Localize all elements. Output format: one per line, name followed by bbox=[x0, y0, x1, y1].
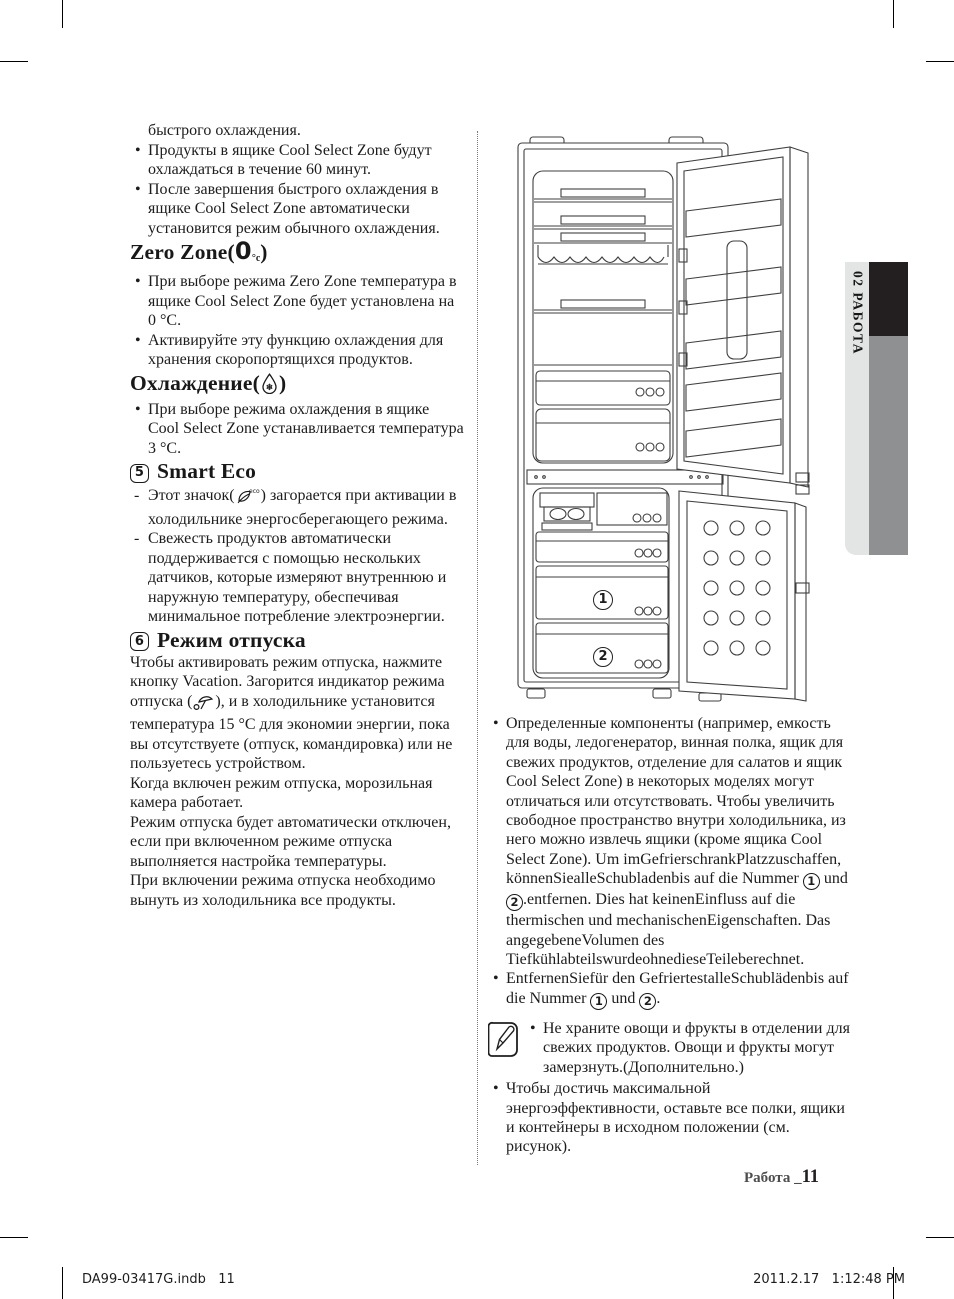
circled-number-2: 2 bbox=[639, 993, 656, 1010]
left-column bbox=[130, 121, 464, 910]
crop-mark-top-left-v bbox=[62, 0, 63, 28]
page-footer-label: Работа _11 bbox=[744, 1167, 820, 1187]
zero-zone-icon: 0°c bbox=[234, 237, 261, 265]
note-block bbox=[488, 1019, 850, 1077]
vacation-paragraph-4: При включении режима отпуска необходимо вынуть из холодильника все продукты. bbox=[130, 872, 436, 909]
crop-mark-top-right-h bbox=[926, 61, 954, 62]
svg-text:❄: ❄ bbox=[265, 381, 274, 392]
bullet-item: • Активируйте эту функцию охлаждения для хранения скоропортящихся продуктов. bbox=[148, 331, 464, 370]
cooling-bullet-list bbox=[130, 400, 464, 459]
vacation-umbrella-icon bbox=[193, 695, 214, 716]
zero-zone-bullet-list bbox=[130, 272, 464, 370]
circled-number-1: 1 bbox=[803, 873, 820, 890]
bullet-item: • Чтобы достичь максимальной энергоэффективности, оставьте все полки, ящики и контейнеры в исходном положении (см. рисунок). bbox=[506, 1079, 850, 1157]
heading-zero-zone: Zero Zone(0°c) bbox=[130, 237, 268, 265]
print-footer-timestamp: 2011.2.17 1:12:48 PM bbox=[753, 1272, 905, 1287]
bullet-item: • При выборе режима охлаждения в ящике Cool Select Zone устанавливается температура 3 °C. bbox=[148, 400, 464, 459]
figure-callout-1: 1 bbox=[593, 590, 613, 610]
side-tab-strip bbox=[845, 262, 870, 555]
heading-cooling: Охлаждение( ❄ ) bbox=[130, 370, 464, 400]
note-pencil-icon bbox=[488, 1021, 519, 1077]
smart-eco-leaf-icon bbox=[236, 487, 260, 510]
figure-callout-2: 2 bbox=[593, 647, 613, 667]
heading-smart-eco: 5 Smart Eco bbox=[130, 458, 464, 484]
note-text: • Не храните овощи и фрукты в отделении для свежих продуктов. Овощи и фрукты могут замерзнуть.(Дополнительно.) bbox=[543, 1019, 850, 1077]
right-column bbox=[488, 714, 850, 1157]
intro-continuation: быстрого охлаждения. bbox=[148, 122, 301, 139]
intro-bullet-list bbox=[130, 141, 464, 239]
dash-item: - Свежесть продуктов автоматически поддерживается с помощью нескольких датчиков, которые измеряют внутреннюю и наружную температуру, обеспечивая минимальное потребление электроэнергии. bbox=[148, 529, 464, 627]
bullet-item: • Определенные компоненты (например, емкость для воды, ледогенератор, винная полка, ящик для свежих продуктов, отделение для салатов и ящик Cool Select Zone) в некоторых моделях могут отличаться или отсутствовать. Чтобы увеличить свободное пространство внутри холодильника, из него можно извлечь ящики (кроме ящика Cool Select Zone). Um imGefrierschrankPlatzzuschaffen, könnenSiealleSchubladenbis auf die Nummer 1 und 2 .entfernen. Dies hat keinenEinfluss auf die thermischen und mechanischenEigenschaften. Das angegebeneVolumen des TiefkühlabteilswurdeohnedieseTeileberechnet. bbox=[506, 714, 850, 969]
page-number: 11 bbox=[801, 1167, 820, 1187]
right-bullet-list bbox=[488, 714, 850, 1010]
vacation-paragraph-2: Когда включен режим отпуска, морозильная камера работает. bbox=[130, 774, 433, 811]
column-divider bbox=[477, 131, 478, 1165]
smart-eco-list bbox=[130, 486, 464, 627]
circled-number-1: 1 bbox=[590, 993, 607, 1010]
crop-mark-bottom-left-v bbox=[62, 1267, 63, 1299]
cooling-droplet-snowflake-icon bbox=[261, 373, 278, 400]
step-number-badge: 5 bbox=[130, 464, 149, 483]
refrigerator-diagram bbox=[503, 133, 825, 711]
section-side-tab bbox=[845, 262, 908, 555]
refrigerator-line-drawing bbox=[503, 133, 825, 711]
bullet-item: • EntfernenSiefür den GefriertestalleSchublädenbis auf die Nummer 1 und 2 . bbox=[506, 969, 850, 1009]
step-number-badge: 6 bbox=[130, 632, 149, 651]
svg-text:eco: eco bbox=[248, 488, 260, 495]
heading-vacation: 6 Режим отпуска bbox=[130, 627, 464, 653]
crop-mark-bottom-left-h bbox=[0, 1237, 28, 1238]
crop-mark-top-left-h bbox=[0, 61, 28, 62]
right-bullet-list-2 bbox=[488, 1079, 850, 1157]
vacation-paragraph-3: Режим отпуска будет автоматически отключен, если при включенном режиме отпуска выполняется настройка температуры. bbox=[130, 813, 451, 870]
bullet-item: • После завершения быстрого охлаждения в ящике Cool Select Zone автоматически установится режим обычного охлаждения. bbox=[148, 180, 464, 239]
crop-mark-bottom-right-h bbox=[926, 1237, 954, 1238]
bullet-item: • Продукты в ящике Cool Select Zone будут охлаждаться в течение 60 минут. bbox=[148, 141, 464, 180]
bullet-item: • При выборе режима Zero Zone температура в ящике Cool Select Zone будет установлена на 0 °C. bbox=[148, 272, 464, 331]
print-footer-filename: DA99-03417G.indb 11 bbox=[82, 1272, 235, 1287]
side-tab-label: 02 РАБОТА bbox=[850, 271, 866, 356]
side-tab-gray-block bbox=[869, 336, 908, 555]
dash-item: - Этот значок( eco ) загорается при активации в холодильнике энергосберегающего режима. bbox=[148, 486, 464, 529]
circled-number-2: 2 bbox=[506, 894, 523, 911]
crop-mark-top-right-v bbox=[893, 0, 894, 28]
note-body bbox=[529, 1019, 850, 1077]
vacation-paragraph-1: Чтобы активировать режим отпуска, нажмите кнопку Vacation. Загорится индикатор режима отпуска ( ), и в холодильнике установится температура 15 °C для экономии энергии, пока вы отсутствуете (отпуск, командировка) или не пользуетесь устройством. bbox=[130, 653, 453, 772]
side-tab-black-block bbox=[869, 262, 908, 336]
